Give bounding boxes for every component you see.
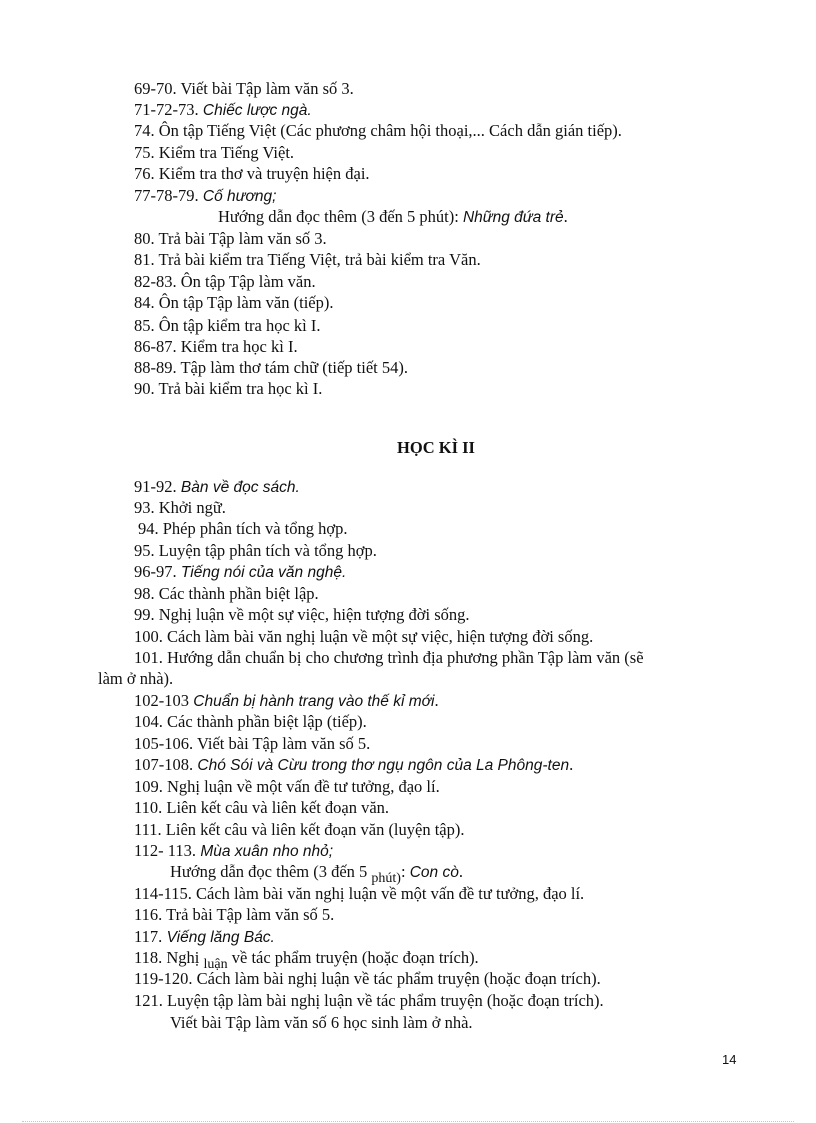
lesson-number: 104. [134, 712, 163, 731]
lesson-text: . [563, 207, 568, 226]
lesson-line [98, 668, 173, 689]
lesson-number: 105-106. [134, 734, 194, 753]
lesson-title: Bàn về đọc sách. [176, 479, 300, 496]
lesson-number: 77-78-79. [134, 186, 199, 205]
lesson-subscript: phút) [371, 871, 401, 886]
lesson-number: 90. [134, 379, 155, 398]
lesson-line [134, 476, 300, 498]
lesson-line [134, 883, 584, 904]
lesson-number: 81. [134, 250, 155, 269]
lesson-text: Liên kết câu và liên kết đoạn văn (luyện tập). [161, 820, 465, 839]
lesson-line [134, 840, 333, 862]
lesson-title: Chó Sói và Cừu trong thơ ngụ ngôn của La Phông-ten [193, 757, 570, 774]
lesson-line [134, 754, 573, 776]
lesson-number: 111. [134, 820, 162, 839]
lesson-text: Kiểm tra học kì I. [176, 337, 298, 356]
lesson-text: Kiểm tra Tiếng Việt. [154, 143, 295, 162]
lesson-number: 119-120. [134, 969, 193, 988]
lesson-text: Cách làm bài văn nghị luận về một vấn đề tư tưởng, đạo lí. [191, 884, 585, 903]
lesson-line [134, 99, 312, 121]
lesson-text: . [434, 691, 439, 710]
lesson-line [134, 561, 346, 583]
lesson-number: 99. [134, 605, 155, 624]
lesson-number: 94. [138, 519, 159, 538]
lesson-line [134, 315, 321, 336]
lesson-text: Hướng dẫn đọc thêm (3 đến 5 phút): [218, 207, 463, 226]
lesson-line [134, 185, 276, 207]
lesson-text: Ôn tập kiểm tra học kì I. [154, 316, 321, 335]
lesson-title: Con cò [409, 864, 459, 881]
lesson-title: Cố hương; [198, 188, 277, 205]
lesson-line [134, 357, 408, 378]
lesson-line [134, 163, 370, 184]
lesson-line [134, 626, 593, 647]
lesson-text: Các thành phần biệt lập (tiếp). [162, 712, 367, 731]
page-bottom-divider [22, 1121, 794, 1122]
lesson-title: Chiếc lược ngà. [198, 102, 312, 119]
lesson-number: 100. [134, 627, 163, 646]
lesson-number: 117. [134, 927, 163, 946]
lesson-number: 102-103 [134, 691, 189, 710]
lesson-text: Ôn tập Tập làm văn (tiếp). [154, 293, 334, 312]
lesson-text: Khởi ngữ. [154, 498, 226, 517]
lesson-number: 118. [134, 948, 163, 967]
lesson-text: Phép phân tích và tổng hợp. [158, 519, 348, 538]
lesson-text: Ôn tập Tiếng Việt (Các phương châm hội thoại,... Cách dẫn gián tiếp). [154, 121, 622, 140]
lesson-line [134, 647, 644, 668]
lesson-text: Viết bài Tập làm văn số 3. [176, 79, 354, 98]
lesson-line [134, 78, 354, 99]
lesson-text: Ôn tập Tập làm văn. [176, 272, 316, 291]
lesson-line [134, 733, 370, 754]
lesson-line [134, 497, 226, 518]
lesson-number: 71-72-73. [134, 100, 199, 119]
lesson-number: 80. [134, 229, 155, 248]
lesson-number: 114-115. [134, 884, 192, 903]
lesson-line [134, 797, 389, 818]
lesson-text: về tác phẩm truyện (hoặc đoạn trích). [227, 948, 479, 967]
lesson-title: Viếng lăng Bác. [162, 929, 275, 946]
lesson-line [134, 604, 470, 625]
lesson-number: 74. [134, 121, 155, 140]
page-number: 14 [722, 1052, 737, 1067]
lesson-number: 121. [134, 991, 163, 1010]
lesson-line [134, 690, 439, 712]
lesson-number: 82-83. [134, 272, 177, 291]
lesson-number: 96-97. [134, 562, 177, 581]
lesson-number: 84. [134, 293, 155, 312]
lesson-line [134, 142, 294, 163]
lesson-number: 86-87. [134, 337, 177, 356]
lesson-text: Cách làm bài nghị luận về tác phẩm truyện (hoặc đoạn trích). [192, 969, 601, 988]
lesson-text: Trả bài Tập làm văn số 5. [162, 905, 335, 924]
lesson-number: 116. [134, 905, 163, 924]
lesson-line [134, 819, 465, 840]
lesson-line [134, 378, 322, 399]
lesson-text: . [569, 755, 574, 774]
lesson-number: 69-70. [134, 79, 177, 98]
lesson-number: 95. [134, 541, 155, 560]
lesson-line [134, 904, 334, 925]
lesson-text: Liên kết câu và liên kết đoạn văn. [162, 798, 390, 817]
lesson-number: 93. [134, 498, 155, 517]
lesson-text: Hướng dẫn chuẩn bị cho chương trình địa phương phần Tập làm văn (sẽ [162, 648, 644, 667]
lesson-number: 107-108. [134, 755, 194, 774]
lesson-line [134, 271, 316, 292]
lesson-number: 110. [134, 798, 163, 817]
lesson-text: Luyện tập làm bài nghị luận về tác phẩm truyện (hoặc đoạn trích). [162, 991, 604, 1010]
lesson-line [134, 776, 440, 797]
lesson-line [218, 206, 568, 228]
lesson-title: Mùa xuân nho nhỏ; [196, 843, 334, 860]
lesson-number: 91-92. [134, 477, 177, 496]
lesson-line [134, 926, 275, 948]
lesson-line [134, 336, 298, 357]
lesson-text: Viết bài Tập làm văn số 5. [193, 734, 371, 753]
lesson-text: Trả bài kiểm tra học kì I. [154, 379, 323, 398]
lesson-text: Nghị luận về một vấn đề tư tưởng, đạo lí. [162, 777, 440, 796]
lesson-number: 85. [134, 316, 155, 335]
lesson-title: Những đứa trẻ [462, 209, 564, 226]
lesson-text: : [400, 862, 410, 881]
lesson-number: 75. [134, 143, 155, 162]
lesson-line [134, 583, 319, 604]
lesson-line [138, 518, 347, 539]
lesson-line [170, 1012, 473, 1033]
lesson-text: Trả bài Tập làm văn số 3. [154, 229, 327, 248]
lesson-text: Luyện tập phân tích và tổng hợp. [154, 541, 377, 560]
lesson-text: Cách làm bài văn nghị luận về một sự việc, hiện tượng đời sống. [162, 627, 594, 646]
lesson-line [170, 861, 463, 884]
lesson-line [134, 120, 622, 141]
lesson-text: làm ở nhà). [98, 669, 174, 688]
lesson-title: Chuẩn bị hành trang vào thế kỉ mới [189, 693, 435, 710]
lesson-number: 88-89. [134, 358, 177, 377]
lesson-text: . [458, 862, 463, 881]
lesson-line [134, 228, 327, 249]
lesson-line [134, 249, 481, 270]
lesson-text: Trả bài kiểm tra Tiếng Việt, trả bài kiểm tra Văn. [154, 250, 481, 269]
lesson-number: 101. [134, 648, 163, 667]
lesson-line [134, 540, 377, 561]
lesson-line [134, 968, 601, 989]
lesson-number: 109. [134, 777, 163, 796]
lesson-text: Tập làm thơ tám chữ (tiếp tiết 54). [176, 358, 408, 377]
lesson-text: Hướng dẫn đọc thêm (3 đến 5 [170, 862, 372, 881]
lesson-title: Tiếng nói của văn nghệ. [176, 564, 347, 581]
lesson-text: Kiểm tra thơ và truyện hiện đại. [154, 164, 370, 183]
lesson-line [134, 990, 604, 1011]
lesson-line [134, 711, 367, 732]
lesson-text: Viết bài Tập làm văn số 6 học sinh làm ở nhà. [170, 1013, 473, 1032]
lesson-line [134, 292, 333, 313]
lesson-text: Nghị [162, 948, 204, 967]
lesson-number: 112- 113. [134, 841, 197, 860]
lesson-number: 76. [134, 164, 155, 183]
lesson-text: Các thành phần biệt lập. [154, 584, 319, 603]
lesson-line [134, 947, 479, 970]
lesson-text: Nghị luận về một sự việc, hiện tượng đời sống. [154, 605, 470, 624]
lesson-subscript: luận [203, 957, 228, 972]
section-heading: HỌC KÌ II [397, 438, 475, 457]
lesson-number: 98. [134, 584, 155, 603]
